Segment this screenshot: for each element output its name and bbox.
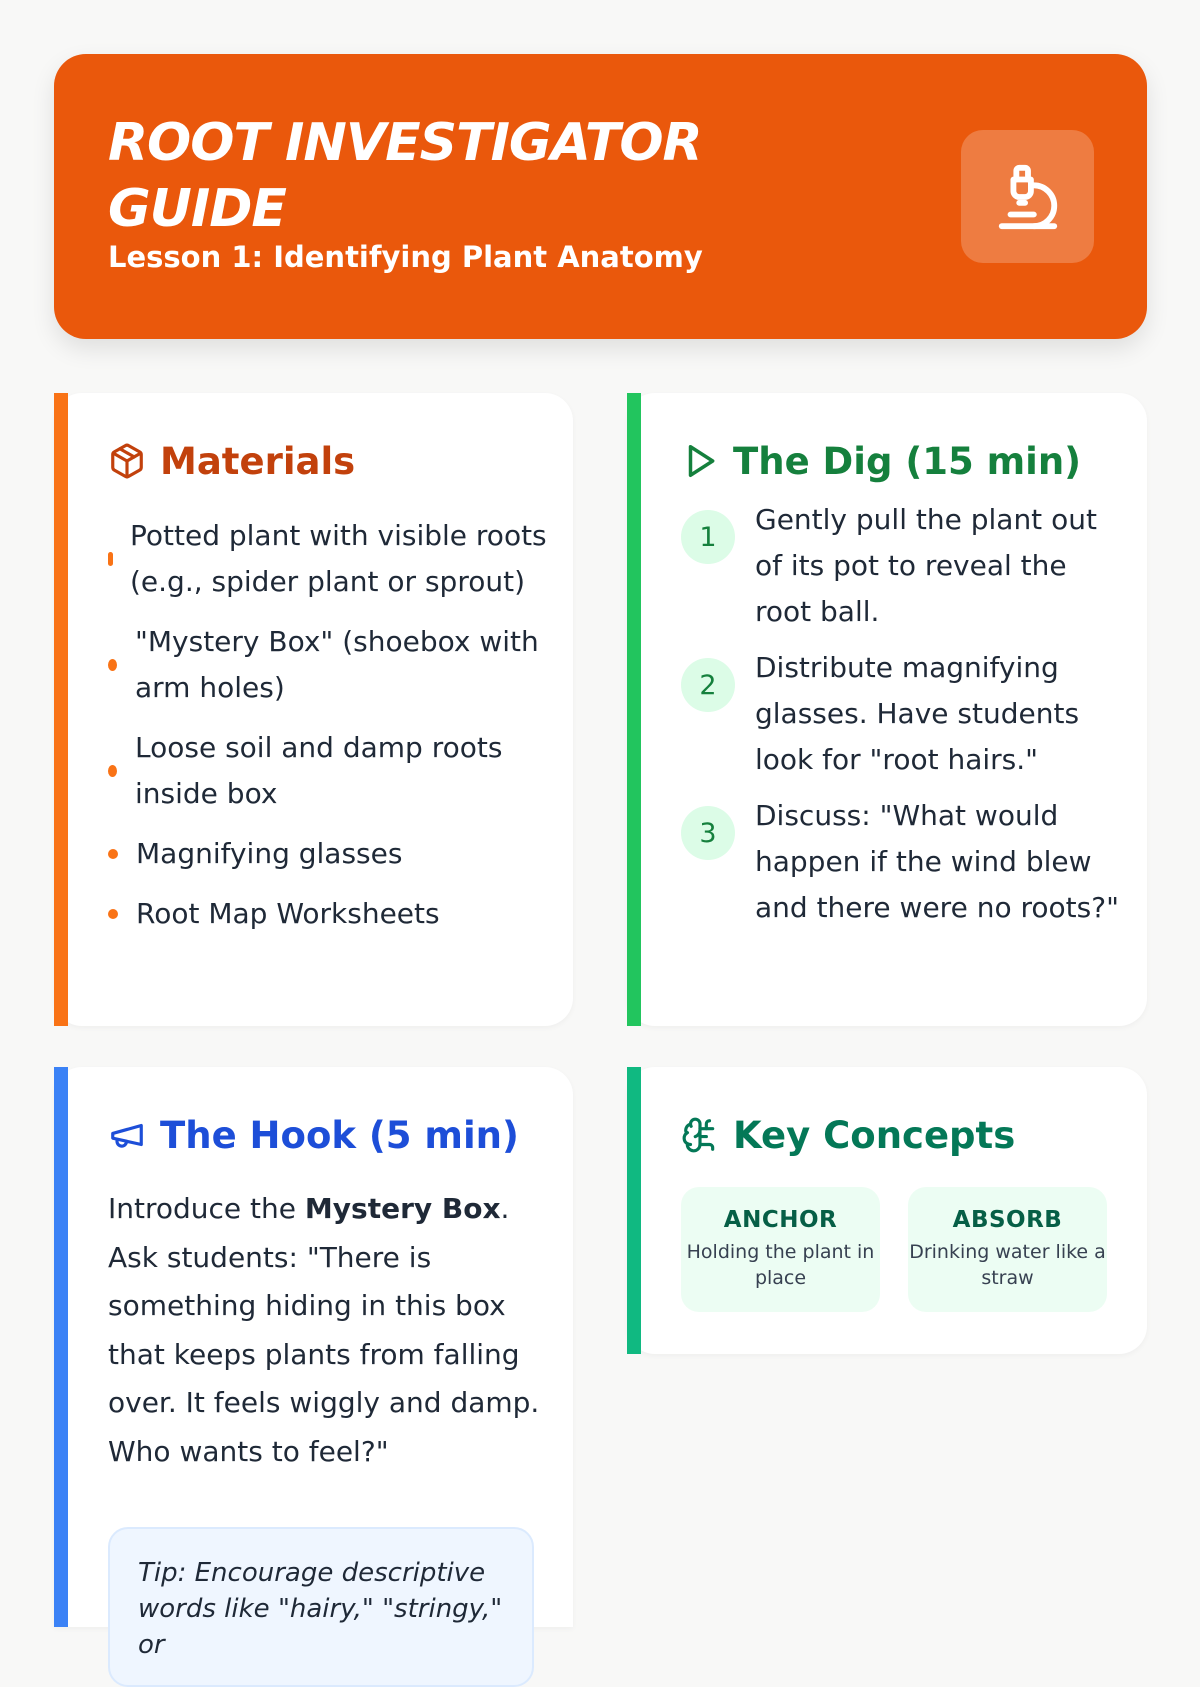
list-item xyxy=(108,725,548,817)
bullet-icon xyxy=(108,765,117,777)
step-item xyxy=(681,651,1121,783)
hook-paragraph xyxy=(108,1185,548,1476)
dig-heading xyxy=(681,431,1081,491)
hook-heading xyxy=(108,1105,519,1165)
lesson-header xyxy=(54,54,1147,339)
materials-title: Materials xyxy=(160,439,356,483)
step-number: 2 xyxy=(681,658,735,712)
step-number: 1 xyxy=(681,510,735,564)
list-item xyxy=(108,891,548,937)
list-item xyxy=(108,619,548,711)
megaphone-icon xyxy=(108,1116,146,1154)
tip-text: Tip: Encourage descriptive words like "hairy," "stringy," or xyxy=(138,1558,503,1660)
dig-accent-bar xyxy=(627,393,641,1026)
list-item-text: "Mystery Box" (shoebox with arm holes) xyxy=(135,625,539,704)
step-number: 3 xyxy=(681,806,735,860)
bullet-icon xyxy=(108,849,118,859)
concepts-grid xyxy=(681,1187,1107,1312)
hook-card xyxy=(54,1067,573,1660)
step-text: Discuss: "What would happen if the wind blew and there were no roots?" xyxy=(755,799,1119,924)
materials-accent-bar xyxy=(54,393,68,1026)
concepts-heading xyxy=(681,1105,1015,1165)
list-item-text: Magnifying glasses xyxy=(136,837,403,870)
step-text: Distribute magnifying glasses. Have students look for "root hairs." xyxy=(755,651,1080,776)
concepts-card xyxy=(627,1067,1147,1354)
play-icon xyxy=(681,442,719,480)
list-item xyxy=(108,831,548,877)
brain-icon xyxy=(681,1116,719,1154)
tip-box xyxy=(108,1527,534,1687)
concepts-accent-bar xyxy=(627,1067,641,1354)
microscope-icon xyxy=(961,130,1094,263)
hook-title: The Hook (5 min) xyxy=(160,1113,519,1157)
dig-title: The Dig (15 min) xyxy=(733,439,1082,483)
materials-heading xyxy=(108,431,355,491)
dig-steps xyxy=(681,503,1121,957)
hook-text-part: Introduce the xyxy=(108,1192,305,1225)
page-subtitle: Lesson 1: Identifying Plant Anatomy xyxy=(108,240,703,274)
list-item-text: Loose soil and damp roots inside box xyxy=(135,731,503,810)
step-item xyxy=(681,503,1121,635)
hook-text-bold: Mystery Box xyxy=(304,1192,501,1225)
list-item-text: Potted plant with visible roots (e.g., spider plant or sprout) xyxy=(130,519,547,598)
dig-card xyxy=(627,393,1147,1026)
concept-name: ABSORB xyxy=(952,1207,1063,1233)
bullet-icon xyxy=(108,552,113,566)
concept-tile xyxy=(681,1187,880,1312)
bullet-icon xyxy=(108,909,118,919)
page-title: ROOT INVESTIGATOR GUIDE xyxy=(108,113,702,239)
materials-card xyxy=(54,393,573,1026)
concept-tile xyxy=(908,1187,1107,1312)
concepts-title: Key Concepts xyxy=(733,1113,1016,1157)
box-icon xyxy=(108,442,146,480)
concept-desc: Drinking water like a straw xyxy=(909,1241,1106,1289)
concept-name: ANCHOR xyxy=(723,1207,838,1233)
materials-list xyxy=(108,513,548,951)
step-item xyxy=(681,799,1121,931)
list-item xyxy=(108,513,548,605)
list-item-text: Root Map Worksheets xyxy=(136,897,440,930)
hook-accent-bar xyxy=(54,1067,68,1627)
hook-text-part: . Ask students: "There is something hiding in this box that keeps plants from falling over. It feels wiggly and damp. Who wants to feel?" xyxy=(108,1192,540,1468)
step-text: Gently pull the plant out of its pot to reveal the root ball. xyxy=(755,503,1097,628)
concept-desc: Holding the plant in place xyxy=(686,1241,875,1289)
bullet-icon xyxy=(108,659,117,671)
